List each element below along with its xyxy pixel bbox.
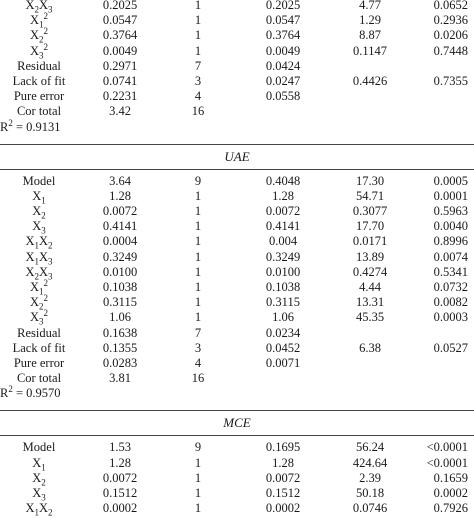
cell-f: 13.89 bbox=[355, 249, 385, 264]
cell-p: 0.0652 bbox=[433, 0, 468, 12]
cell-p: <0.0001 bbox=[426, 440, 468, 455]
cell-term: $X_2$ bbox=[32, 204, 46, 221]
cell-term: $X_3^2$ bbox=[29, 308, 49, 327]
cell-ss: 0.0072 bbox=[102, 204, 138, 218]
cell-term: $X_1^2$ bbox=[29, 277, 49, 297]
table-row bbox=[0, 219, 474, 236]
table-row bbox=[0, 293, 474, 312]
table-row bbox=[0, 11, 474, 30]
cell-df: 1 bbox=[194, 0, 202, 12]
cell-f: 0.4426 bbox=[352, 74, 388, 88]
table-row bbox=[0, 371, 474, 385]
table-row bbox=[0, 204, 474, 221]
cell-df: 1 bbox=[194, 234, 202, 249]
cell-term: Lack of fit bbox=[12, 74, 66, 88]
cell-f: 0.0171 bbox=[352, 234, 388, 249]
table-row bbox=[0, 59, 474, 73]
cell-p: 0.7355 bbox=[433, 74, 468, 88]
cell-f: 0.3077 bbox=[352, 204, 388, 218]
table-row bbox=[0, 277, 474, 297]
section-title: MCE bbox=[223, 415, 251, 431]
cell-df: 1 bbox=[194, 280, 202, 294]
cell-term: Pure error bbox=[13, 356, 65, 370]
table-row bbox=[0, 440, 474, 454]
cell-term: $X_2^2$ bbox=[29, 26, 49, 45]
cell-p: 0.0527 bbox=[433, 340, 468, 355]
cell-p: 0.0001 bbox=[433, 188, 468, 203]
cell-f: 0.4274 bbox=[352, 264, 388, 279]
cell-df: 1 bbox=[194, 43, 202, 58]
cell-term: Pure error bbox=[13, 89, 65, 104]
table-row bbox=[0, 308, 474, 327]
cell-ms: 0.0072 bbox=[265, 204, 301, 218]
cell-f: 17.30 bbox=[355, 173, 385, 188]
table-row bbox=[0, 89, 474, 103]
cell-df: 4 bbox=[194, 89, 202, 104]
table-row bbox=[0, 264, 474, 282]
cell-ms: 0.4141 bbox=[265, 219, 301, 234]
cell-ms: 0.0247 bbox=[265, 74, 301, 88]
cell-term: $X_3$ bbox=[32, 219, 46, 236]
cell-df: 1 bbox=[194, 249, 202, 264]
cell-ms: 0.1038 bbox=[265, 280, 301, 294]
cell-ms: 0.3249 bbox=[265, 249, 301, 264]
table-row bbox=[0, 104, 474, 118]
cell-ss: 0.2971 bbox=[102, 58, 138, 73]
cell-ss: 3.42 bbox=[109, 104, 131, 119]
cell-ms: 0.0558 bbox=[265, 89, 301, 104]
section-rule-top bbox=[0, 410, 474, 411]
cell-ss: 0.0004 bbox=[102, 234, 138, 249]
table-row bbox=[0, 41, 474, 61]
cell-ss: 0.3115 bbox=[103, 295, 137, 310]
cell-f: 17.70 bbox=[355, 219, 385, 234]
cell-ss: 0.0049 bbox=[102, 43, 138, 58]
table-row bbox=[0, 326, 474, 340]
cell-ss: 1.28 bbox=[109, 455, 131, 470]
table-row bbox=[0, 174, 474, 188]
cell-ms: 0.1695 bbox=[265, 440, 301, 455]
cell-p: 0.0206 bbox=[433, 28, 468, 43]
table-row bbox=[0, 470, 474, 488]
cell-ss: 0.0741 bbox=[102, 74, 138, 88]
cell-ms: 0.1512 bbox=[265, 486, 301, 500]
cell-p: 0.0082 bbox=[433, 295, 468, 310]
cell-term: $X_1^2$ bbox=[29, 11, 49, 30]
cell-term: Cor total bbox=[16, 104, 62, 119]
cell-ms: 0.0071 bbox=[265, 356, 301, 370]
cell-p: 0.8996 bbox=[433, 234, 468, 249]
cell-ms: 0.004 bbox=[268, 234, 298, 249]
cell-ss: 0.1355 bbox=[102, 340, 138, 355]
cell-ss: 0.2025 bbox=[102, 0, 138, 12]
cell-ms: 0.0547 bbox=[265, 13, 301, 28]
cell-df: 1 bbox=[194, 455, 202, 470]
cell-ss: 3.64 bbox=[109, 173, 131, 188]
cell-f: 56.24 bbox=[355, 440, 385, 455]
cell-ms: 0.0049 bbox=[265, 43, 301, 58]
cell-p: 0.2936 bbox=[433, 13, 468, 28]
cell-term: Lack of fit bbox=[12, 340, 66, 355]
section-title: UAE bbox=[224, 148, 250, 164]
cell-f: 50.18 bbox=[355, 486, 385, 500]
cell-ms: 1.28 bbox=[272, 455, 294, 470]
cell-df: 9 bbox=[194, 173, 202, 188]
cell-term: $X_1$ bbox=[32, 188, 46, 206]
cell-p: 0.5963 bbox=[433, 204, 468, 218]
table-row bbox=[0, 234, 474, 251]
cell-ss: 0.1512 bbox=[102, 486, 138, 500]
table-row bbox=[0, 74, 474, 88]
cell-ms: 0.2025 bbox=[265, 0, 301, 12]
cell-ss: 0.0547 bbox=[102, 13, 138, 28]
cell-term: $X_2X_3$ bbox=[25, 264, 53, 282]
cell-f: 2.39 bbox=[359, 470, 381, 485]
cell-term: $X_1X_2$ bbox=[25, 501, 53, 518]
cell-term: $X_2^2$ bbox=[29, 293, 49, 312]
table-row bbox=[0, 26, 474, 45]
r-squared: $R^2 = 0.9570$ bbox=[0, 384, 61, 401]
cell-term: $X_1X_3$ bbox=[25, 249, 53, 267]
cell-df: 9 bbox=[194, 440, 202, 455]
cell-ss: 1.06 bbox=[109, 310, 131, 325]
cell-df: 7 bbox=[194, 325, 202, 340]
cell-p: 0.0732 bbox=[433, 280, 468, 294]
cell-p: 0.5341 bbox=[433, 264, 468, 279]
table-row bbox=[0, 188, 474, 206]
cell-ss: 0.0072 bbox=[102, 470, 138, 485]
cell-df: 1 bbox=[194, 188, 202, 203]
cell-df: 1 bbox=[194, 486, 202, 500]
cell-ss: 0.2231 bbox=[102, 89, 138, 104]
cell-df: 1 bbox=[194, 264, 202, 279]
cell-term: $X_1$ bbox=[32, 455, 46, 473]
cell-term: $X_3^2$ bbox=[29, 41, 49, 61]
cell-p: <0.0001 bbox=[426, 455, 468, 470]
cell-f: 54.71 bbox=[355, 188, 385, 203]
cell-term: Residual bbox=[17, 58, 61, 73]
cell-df: 1 bbox=[194, 28, 202, 43]
cell-f: 4.77 bbox=[359, 0, 381, 12]
cell-p: 0.7926 bbox=[433, 501, 468, 516]
cell-ss: 0.1038 bbox=[102, 280, 138, 294]
table-row bbox=[0, 455, 474, 473]
cell-f: 1.29 bbox=[359, 13, 381, 28]
cell-p: 0.1659 bbox=[433, 470, 468, 485]
cell-p: 0.0003 bbox=[433, 310, 468, 325]
cell-ms: 0.3115 bbox=[266, 295, 300, 310]
cell-p: 0.0074 bbox=[433, 249, 468, 264]
cell-df: 7 bbox=[194, 58, 202, 73]
cell-ms: 0.0072 bbox=[265, 470, 301, 485]
cell-p: 0.0040 bbox=[433, 219, 468, 234]
cell-ms: 0.0452 bbox=[265, 340, 301, 355]
cell-df: 4 bbox=[194, 356, 202, 370]
cell-df: 1 bbox=[194, 219, 202, 234]
cell-term: Residual bbox=[17, 325, 61, 340]
cell-df: 3 bbox=[194, 74, 202, 88]
cell-p: 0.0005 bbox=[433, 173, 468, 188]
table-row bbox=[0, 341, 474, 355]
cell-ss: 0.0283 bbox=[102, 356, 138, 370]
cell-p: 0.7448 bbox=[433, 43, 468, 58]
table-row bbox=[0, 0, 474, 15]
table-row bbox=[0, 486, 474, 503]
cell-df: 1 bbox=[194, 310, 202, 325]
section-rule-bottom bbox=[0, 435, 474, 436]
section-rule-bottom bbox=[0, 169, 474, 170]
cell-df: 1 bbox=[194, 13, 202, 28]
cell-ms: 0.4048 bbox=[265, 173, 301, 188]
cell-f: 6.38 bbox=[359, 340, 381, 355]
cell-ss: 1.53 bbox=[109, 440, 131, 455]
section-rule-top bbox=[0, 144, 474, 145]
cell-term: Model bbox=[22, 173, 56, 188]
cell-df: 3 bbox=[194, 340, 202, 355]
cell-ms: 0.0100 bbox=[265, 264, 301, 279]
cell-f: 8.87 bbox=[359, 28, 381, 43]
r-squared: $R^2 = 0.9131$ bbox=[0, 117, 61, 134]
cell-p: 0.0002 bbox=[433, 486, 468, 500]
cell-f: 4.44 bbox=[359, 280, 381, 294]
cell-term: $X_1X_2$ bbox=[25, 234, 53, 251]
cell-df: 1 bbox=[194, 470, 202, 485]
cell-ms: 0.0424 bbox=[265, 58, 301, 73]
cell-term: $X_2$ bbox=[32, 470, 46, 488]
cell-ss: 0.3764 bbox=[102, 28, 138, 43]
cell-ss: 3.81 bbox=[109, 371, 131, 386]
cell-df: 1 bbox=[194, 295, 202, 310]
cell-ms: 1.28 bbox=[272, 188, 294, 203]
cell-f: 424.64 bbox=[352, 455, 388, 470]
cell-f: 0.0746 bbox=[352, 501, 388, 516]
cell-df: 1 bbox=[194, 501, 202, 516]
table-row bbox=[0, 356, 474, 370]
cell-term: $X_3$ bbox=[32, 486, 46, 503]
cell-ss: 0.3249 bbox=[102, 249, 138, 264]
cell-f: 45.35 bbox=[355, 310, 385, 325]
cell-f: 0.1147 bbox=[353, 43, 387, 58]
cell-ss: 0.0002 bbox=[102, 501, 138, 516]
cell-ms: 0.0234 bbox=[265, 325, 301, 340]
cell-ss: 0.4141 bbox=[102, 219, 138, 234]
cell-term: $X_2X_3$ bbox=[25, 0, 53, 15]
cell-ms: 0.0002 bbox=[265, 501, 301, 516]
cell-f: 13.31 bbox=[355, 295, 385, 310]
cell-term: Cor total bbox=[16, 371, 62, 386]
cell-df: 16 bbox=[191, 104, 205, 119]
table-row bbox=[0, 501, 474, 518]
cell-df: 1 bbox=[194, 204, 202, 218]
cell-ms: 0.3764 bbox=[265, 28, 301, 43]
cell-ss: 0.1638 bbox=[102, 325, 138, 340]
table-row bbox=[0, 249, 474, 267]
cell-ss: 1.28 bbox=[109, 188, 131, 203]
cell-ss: 0.0100 bbox=[102, 264, 138, 279]
cell-ms: 1.06 bbox=[272, 310, 294, 325]
cell-term: Model bbox=[22, 440, 56, 455]
cell-df: 16 bbox=[191, 371, 205, 386]
